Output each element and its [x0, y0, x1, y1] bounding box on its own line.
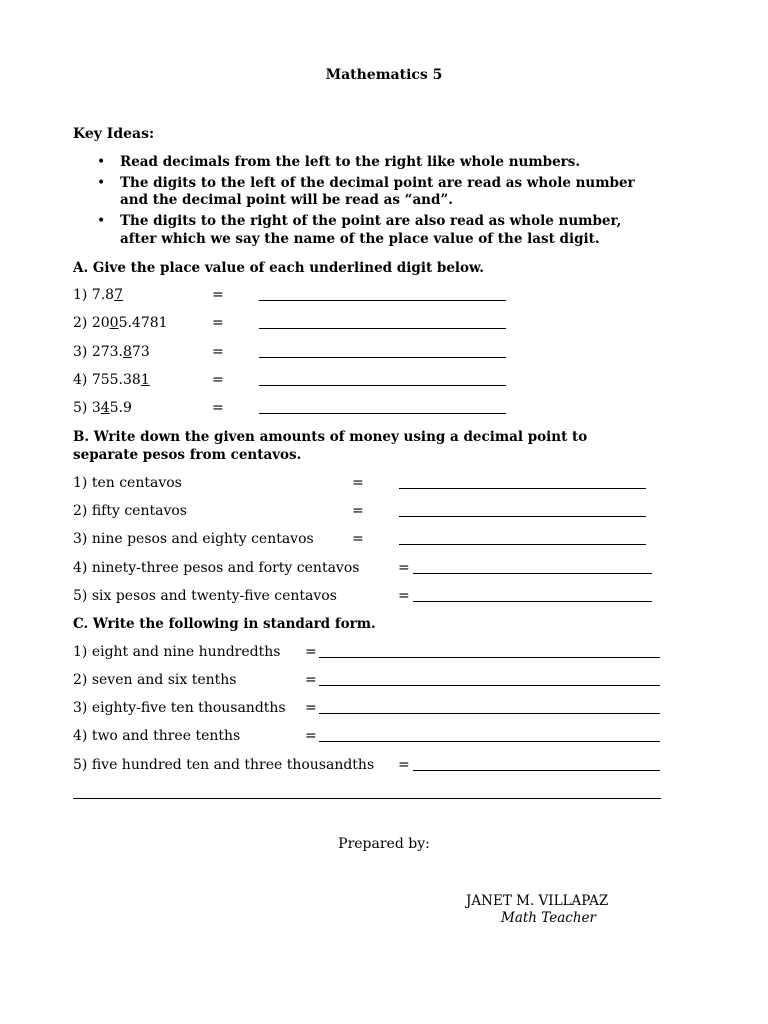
teacher-role: Math Teacher: [501, 910, 596, 926]
equals-sign: =: [212, 287, 224, 303]
underlined-digit: 1: [140, 372, 150, 388]
equals-sign: =: [212, 344, 224, 360]
separator-line: [73, 798, 661, 799]
underlined-digit: 7: [114, 287, 124, 303]
equals-sign: =: [212, 372, 224, 388]
equals-sign: =: [398, 588, 410, 604]
underlined-digit: 8: [123, 344, 132, 360]
section-c-item-3: 3) eighty-five ten thousandths: [73, 700, 286, 716]
answer-line[interactable]: [399, 544, 646, 545]
answer-line[interactable]: [319, 657, 660, 658]
answer-line[interactable]: [413, 770, 660, 771]
key-idea-2-line-1: The digits to the left of the decimal point are read as whole number: [120, 175, 635, 191]
answer-line[interactable]: [319, 685, 660, 686]
bullet-icon: •: [97, 154, 106, 170]
teacher-name: JANET M. VILLAPAZ: [466, 893, 609, 909]
bullet-icon: •: [97, 213, 106, 229]
key-idea-3-line-2: after which we say the name of the place value of the last digit.: [120, 231, 600, 247]
answer-line[interactable]: [259, 385, 506, 386]
answer-line[interactable]: [259, 300, 506, 301]
key-idea-1: Read decimals from the left to the right like whole numbers.: [120, 154, 581, 170]
bullet-icon: •: [97, 175, 106, 191]
section-a-heading: A. Give the place value of each underlined digit below.: [73, 260, 485, 276]
equals-sign: =: [398, 757, 410, 773]
answer-line[interactable]: [259, 413, 506, 414]
equals-sign: =: [352, 503, 364, 519]
item-text: 1) 7.8: [73, 287, 115, 303]
key-ideas-heading: Key Ideas:: [73, 126, 155, 142]
equals-sign: =: [305, 700, 317, 716]
item-text: 4) 755.38: [73, 372, 141, 388]
underlined-digit: 0: [109, 315, 119, 331]
equals-sign: =: [352, 475, 364, 491]
section-b-item-1: 1) ten centavos: [73, 475, 182, 491]
section-a-item-2: [73, 315, 168, 331]
item-text: 3) 273.: [73, 344, 123, 360]
section-b-item-4: 4) ninety-three pesos and forty centavos: [73, 560, 360, 576]
section-a-item-5: [73, 400, 132, 416]
equals-sign: =: [212, 315, 224, 331]
key-idea-2-line-2: and the decimal point will be read as “and”.: [120, 192, 453, 208]
section-b-item-3: 3) nine pesos and eighty centavos: [73, 531, 314, 547]
section-b-heading-line-2: separate pesos from centavos.: [73, 447, 302, 463]
item-text: 5.9: [109, 400, 132, 416]
item-text: 5.4781: [118, 315, 168, 331]
equals-sign: =: [305, 728, 317, 744]
section-a-item-1: [73, 287, 123, 303]
section-c-item-4: 4) two and three tenths: [73, 728, 241, 744]
answer-line[interactable]: [399, 516, 646, 517]
equals-sign: =: [305, 644, 317, 660]
underlined-digit: 4: [100, 400, 110, 416]
section-c-heading: C. Write the following in standard form.: [73, 616, 376, 632]
equals-sign: =: [305, 672, 317, 688]
item-text: 5) 3: [73, 400, 101, 416]
section-c-item-1: 1) eight and nine hundredths: [73, 644, 281, 660]
section-a-item-4: [73, 372, 150, 388]
equals-sign: =: [352, 531, 364, 547]
answer-line[interactable]: [413, 601, 652, 602]
answer-line[interactable]: [259, 357, 506, 358]
prepared-by-label: Prepared by:: [338, 836, 430, 852]
section-b-item-5: 5) six pesos and twenty-five centavos: [73, 588, 337, 604]
section-c-item-2: 2) seven and six tenths: [73, 672, 237, 688]
equals-sign: =: [398, 560, 410, 576]
answer-line[interactable]: [413, 573, 652, 574]
section-b-heading-line-1: B. Write down the given amounts of money using a decimal point to: [73, 429, 588, 445]
section-c-item-5: 5) five hundred ten and three thousandths: [73, 757, 375, 773]
section-b-item-2: 2) fifty centavos: [73, 503, 187, 519]
key-idea-3-line-1: The digits to the right of the point are also read as whole number,: [120, 213, 622, 229]
answer-line[interactable]: [319, 741, 660, 742]
answer-line[interactable]: [399, 488, 646, 489]
answer-line[interactable]: [259, 328, 506, 329]
item-text: 73: [131, 344, 150, 360]
item-text: 2) 20: [73, 315, 110, 331]
section-a-item-3: [73, 344, 150, 360]
answer-line[interactable]: [319, 713, 660, 714]
page-title: Mathematics 5: [325, 67, 443, 83]
equals-sign: =: [212, 400, 224, 416]
